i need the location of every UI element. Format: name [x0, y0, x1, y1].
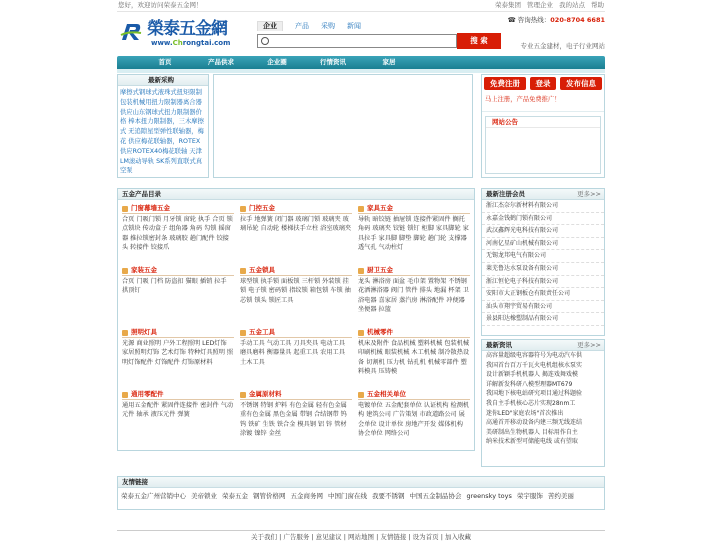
main-nav	[117, 56, 605, 69]
catalog-block-title[interactable]: 厨卫五金	[367, 266, 393, 275]
member-item[interactable]: 永嘉金钱鹤门锁有限公司	[482, 213, 604, 226]
search-tab-purchase[interactable]: 采购	[321, 21, 335, 30]
category-bullet-icon	[358, 392, 364, 398]
logo-mark-icon	[119, 20, 143, 44]
register-button[interactable]: 免费注册	[484, 77, 526, 90]
news-item[interactable]: 设计新颖手机机器人 揭连戏舞戏模	[486, 371, 578, 379]
footer-links[interactable]: 关于我们 | 广告服务 | 意见建议 | 网站地图 | 友情链接 | 设为首页 | 加入收藏	[117, 530, 605, 540]
member-item[interactable]: 汕头市翔宇贸易有限公司	[482, 301, 604, 314]
catalog-block	[358, 204, 470, 262]
nav-strip	[117, 69, 605, 73]
catalog-block-items[interactable]: 电镀单位 五金配套单位 认证机构 检测机构 建筑公司 广告策划 市政道路公司 展会单位 设计单位 房地产开发 媒体机构 协会单位 网络公司	[358, 402, 470, 437]
member-item[interactable]: 景县阳达橡塑制品有限公司	[482, 313, 604, 326]
news-item[interactable]: 高通首开移动设备内建三频无线连结	[486, 419, 583, 427]
catalog-block	[240, 204, 352, 262]
slogan: 专业五金建材，电子行业网站	[520, 42, 605, 50]
catalog-title: 五金产品目录	[122, 190, 161, 198]
friend-link[interactable]: greensky toys	[466, 492, 512, 500]
catalog-block	[122, 204, 234, 262]
catalog-block-title[interactable]: 五金锁具	[249, 266, 275, 275]
latest-purchase-panel	[117, 74, 209, 178]
catalog-block-title[interactable]: 通用零配件	[131, 390, 164, 399]
nav-home[interactable]: 首页	[158, 58, 172, 67]
catalog-block-items[interactable]: 合页 门吸门锁 月牙锁 窗轮 执手 合页 锁点锁块 传动盒子 组角器 角码 勾锁 摇窗器 推拉锁密封条 玻璃胶 趟门配件 铰接头 转接件 铰接爪	[122, 216, 233, 251]
category-bullet-icon	[358, 206, 364, 212]
search-input[interactable]	[257, 34, 457, 48]
category-bullet-icon	[240, 268, 246, 274]
members-panel	[481, 188, 605, 336]
catalog-block	[122, 266, 234, 324]
member-item[interactable]: 浙江杰奈尔新材料有限公司	[482, 200, 604, 213]
catalog-block-title[interactable]: 五金工具	[249, 328, 275, 337]
latest-purchase-text[interactable]: 摩擦式钢球式液珠式扭矩限制 包装机械用扭力限制器离合器 供应山东钢球式扭力限制器价格 棒本扭力限制器，三木摩擦式 无追隙星型弹性联轴器，梅花 供应梅花联轴器，ROTEX 供应ROTEX40梅花联轴 天津LM滚动导轨 SK系列直联式真空泵	[120, 89, 204, 175]
nav-market-news[interactable]: 行情资讯	[320, 58, 346, 67]
catalog-block-items[interactable]: 光源 商业照明 户外工程照明 LED灯饰 家居照明灯饰 艺术灯饰 特种灯具照明 照明灯饰配件 灯饰配件 灯饰原材料	[122, 340, 234, 366]
friend-link[interactable]: 荣宇服饰	[516, 492, 543, 500]
search-icon	[261, 37, 269, 45]
friend-link[interactable]: 钢管价格网	[253, 492, 286, 500]
catalog-block-items[interactable]: 通用五金配件 紧固件连接件 密封件 气动元件 轴承 液压元件 弹簧	[122, 402, 234, 419]
member-item[interactable]: 安阳市大正钢板仓有限责任公司	[482, 288, 604, 301]
logo-name: 榮泰五金網	[147, 19, 227, 39]
catalog-block-items[interactable]: 不锈钢 特钢 炉料 有色金属 轻有色金属 重有色金属 黑色金属 带钢 合结钢带 钨钨 铁矿 生铁 铁合金 模具钢 铝 锌 管材 涂镀 镍锌 金丝	[240, 402, 347, 437]
page	[117, 0, 605, 540]
top-bar	[117, 0, 605, 12]
members-title: 最新注册会员	[486, 190, 525, 198]
catalog-block-title[interactable]: 门窗幕墙五金	[131, 204, 170, 213]
news-item[interactable]: 详解新发科研八模型理器MT679	[486, 380, 573, 388]
catalog-grid	[118, 200, 474, 448]
member-item[interactable]: 无锡龙邦电气有限公司	[482, 250, 604, 263]
banner-area	[213, 74, 473, 178]
hotline-label: 咨询热线：	[517, 16, 551, 24]
catalog-block-title[interactable]: 机械零件	[367, 328, 393, 337]
category-bullet-icon	[122, 206, 128, 212]
friend-link[interactable]: 中国五金制品协会	[409, 492, 462, 500]
search-button[interactable]: 搜 索	[457, 33, 501, 49]
catalog-block-title[interactable]: 家具五金	[367, 204, 393, 213]
register-tip[interactable]: 马上注册，产品免费推广！	[482, 92, 604, 112]
category-bullet-icon	[122, 330, 128, 336]
member-item[interactable]: 河南亿星矿山机械有限公司	[482, 238, 604, 251]
news-item[interactable]: 我自主手机核心芯片实现28nm工	[486, 399, 576, 407]
friend-link[interactable]: 美帝锁业	[191, 492, 217, 500]
search-tab-news[interactable]: 新闻	[347, 21, 361, 30]
news-title: 最新资讯	[486, 341, 512, 349]
catalog-block-items[interactable]: 龙头 淋浴房 面盆 毛巾架 置物架 不锈钢 花洒淋浴器 阀门 管件 排头 地漏 杯架 卫浴电器 喜家居 蒸汽房 淋浴配件 冲便器 坐便器 拉篮	[358, 278, 469, 313]
link-manage[interactable]: 管理企业	[527, 1, 553, 10]
catalog-block-title[interactable]: 五金相关单位	[367, 390, 406, 399]
friend-link[interactable]: 五金商务网	[290, 492, 323, 500]
member-panel	[481, 74, 605, 178]
friend-links-title: 友情链接	[122, 478, 148, 486]
catalog-block	[240, 328, 352, 386]
category-bullet-icon	[240, 330, 246, 336]
category-bullet-icon	[122, 392, 128, 398]
site-logo[interactable]	[117, 18, 257, 50]
friend-links-list	[118, 488, 604, 505]
publish-button[interactable]: 发布信息	[560, 77, 602, 90]
hotline	[495, 16, 605, 25]
catalog-block-items[interactable]: 手动工具 气动工具 刀具夹具 电动工具 磨具磨料 衡器量具 起重工具 农用工具 土木工具	[240, 340, 345, 366]
nav-products[interactable]: 产品供求	[208, 58, 234, 67]
member-item[interactable]: 浙江恒伦电子科技有限公司	[482, 276, 604, 289]
welcome-text: 您好，欢迎访问荣泰五金网！	[118, 1, 203, 10]
news-item[interactable]: 美研制出生物机器人 目标用作自主	[486, 428, 578, 436]
catalog-block	[240, 390, 352, 448]
catalog-block-items[interactable]: 拉手 地弹簧 闭门器 玻璃门锁 玻璃夹 玻璃吊轮 自动轮 楼梯扶手立柱 浴室玻璃夹	[240, 216, 352, 233]
catalog-block-items[interactable]: 球型锁 执手锁 面板锁 三杆锁 外装锁 挂锁 电子锁 密码锁 指纹锁 箱包锁 车锁 抽芯锁 锁头 锁匠工具	[240, 278, 351, 304]
link-help[interactable]: 帮助	[591, 1, 604, 10]
news-item[interactable]: 迷你LED"家庭农场"首次推出	[486, 409, 564, 417]
category-bullet-icon	[240, 392, 246, 398]
search-area	[257, 20, 517, 52]
category-bullet-icon	[240, 206, 246, 212]
member-item[interactable]: 莱芜鲁达水泵设备有限公司	[482, 263, 604, 276]
news-item[interactable]: 我国首台百万千瓦火电机组核水泵实	[486, 361, 583, 369]
friend-link[interactable]: 荣泰五金广州营销中心	[121, 492, 186, 500]
hotline-number: 020-8704 6681	[550, 16, 605, 24]
login-button[interactable]: 登录	[530, 77, 556, 90]
news-item[interactable]: 我国地下核电站研究项目通过科题验	[486, 390, 583, 398]
catalog-block	[240, 266, 352, 324]
category-bullet-icon	[358, 268, 364, 274]
category-bullet-icon	[122, 268, 128, 274]
news-panel	[481, 339, 605, 467]
catalog-block	[358, 266, 470, 324]
search-tab-product[interactable]: 产品	[295, 21, 309, 30]
search-tab-company[interactable]: 企业	[257, 21, 283, 31]
nav-companies[interactable]: 企业圈	[267, 58, 287, 67]
friend-links-panel	[117, 476, 605, 510]
friend-link[interactable]: 我要不锈钢	[372, 492, 405, 500]
catalog-block-title[interactable]: 照明灯具	[131, 328, 157, 337]
phone-icon: ☎	[507, 16, 516, 24]
notice-title: 网站公告	[486, 117, 600, 128]
catalog-panel	[117, 188, 475, 451]
link-my-site[interactable]: 我的站点	[559, 1, 585, 10]
latest-purchase-title: 最新采购	[118, 75, 208, 86]
members-more-link[interactable]: 更多>>	[577, 190, 601, 198]
news-list	[482, 351, 604, 447]
members-list	[482, 200, 604, 326]
link-group[interactable]: 荣泰集团	[495, 1, 521, 10]
notice-box	[485, 116, 601, 174]
news-more-link[interactable]: 更多>>	[577, 341, 601, 349]
catalog-block-items[interactable]: 合页 门吸 门档 防盗扣 猫眼 插销 拉手 拱顶钉	[122, 278, 227, 295]
catalog-block-items[interactable]: 机床及附件 食品机械 塑料机械 包装机械 印刷机械 眼装机械 木工机械 制冷散热设备 切割机 压力机 钻孔机 机械零部件 塑料模具 压铸模	[358, 340, 470, 375]
friend-link[interactable]: 苦约美丽	[547, 492, 574, 500]
catalog-block	[122, 390, 234, 448]
catalog-block-title[interactable]: 家装五金	[131, 266, 157, 275]
catalog-block-items[interactable]: 导轨 暗铰链 抽屉锁 连接件紧固件 搁托 角码 玻璃夹 铰链 锁钉 柜脚 家具脚轮 家具拉手 家具脚 脚垫 脚轮 趟门轮 支撑器 透气孔 气动柱灯	[358, 216, 469, 251]
friend-link[interactable]: 荣泰五金	[222, 492, 248, 500]
catalog-block-title[interactable]: 门控五金	[249, 204, 275, 213]
logo-url: www.Chrongtai.com	[151, 39, 231, 47]
catalog-block-title[interactable]: 金属原材料	[249, 390, 282, 399]
catalog-block	[358, 328, 470, 386]
category-bullet-icon	[358, 330, 364, 336]
member-item[interactable]: 武汉鑫辉光电科技有限公司	[482, 225, 604, 238]
news-item[interactable]: 高容量超级电容器符号为电动汽车供	[486, 352, 583, 359]
catalog-block	[358, 390, 470, 448]
news-item[interactable]: 纳米技术新型可储能电线 或有望取	[486, 438, 578, 446]
friend-link[interactable]: 中国门窗在线	[328, 492, 367, 500]
nav-home-furnishing[interactable]: 家居	[382, 58, 396, 67]
catalog-block	[122, 328, 234, 386]
